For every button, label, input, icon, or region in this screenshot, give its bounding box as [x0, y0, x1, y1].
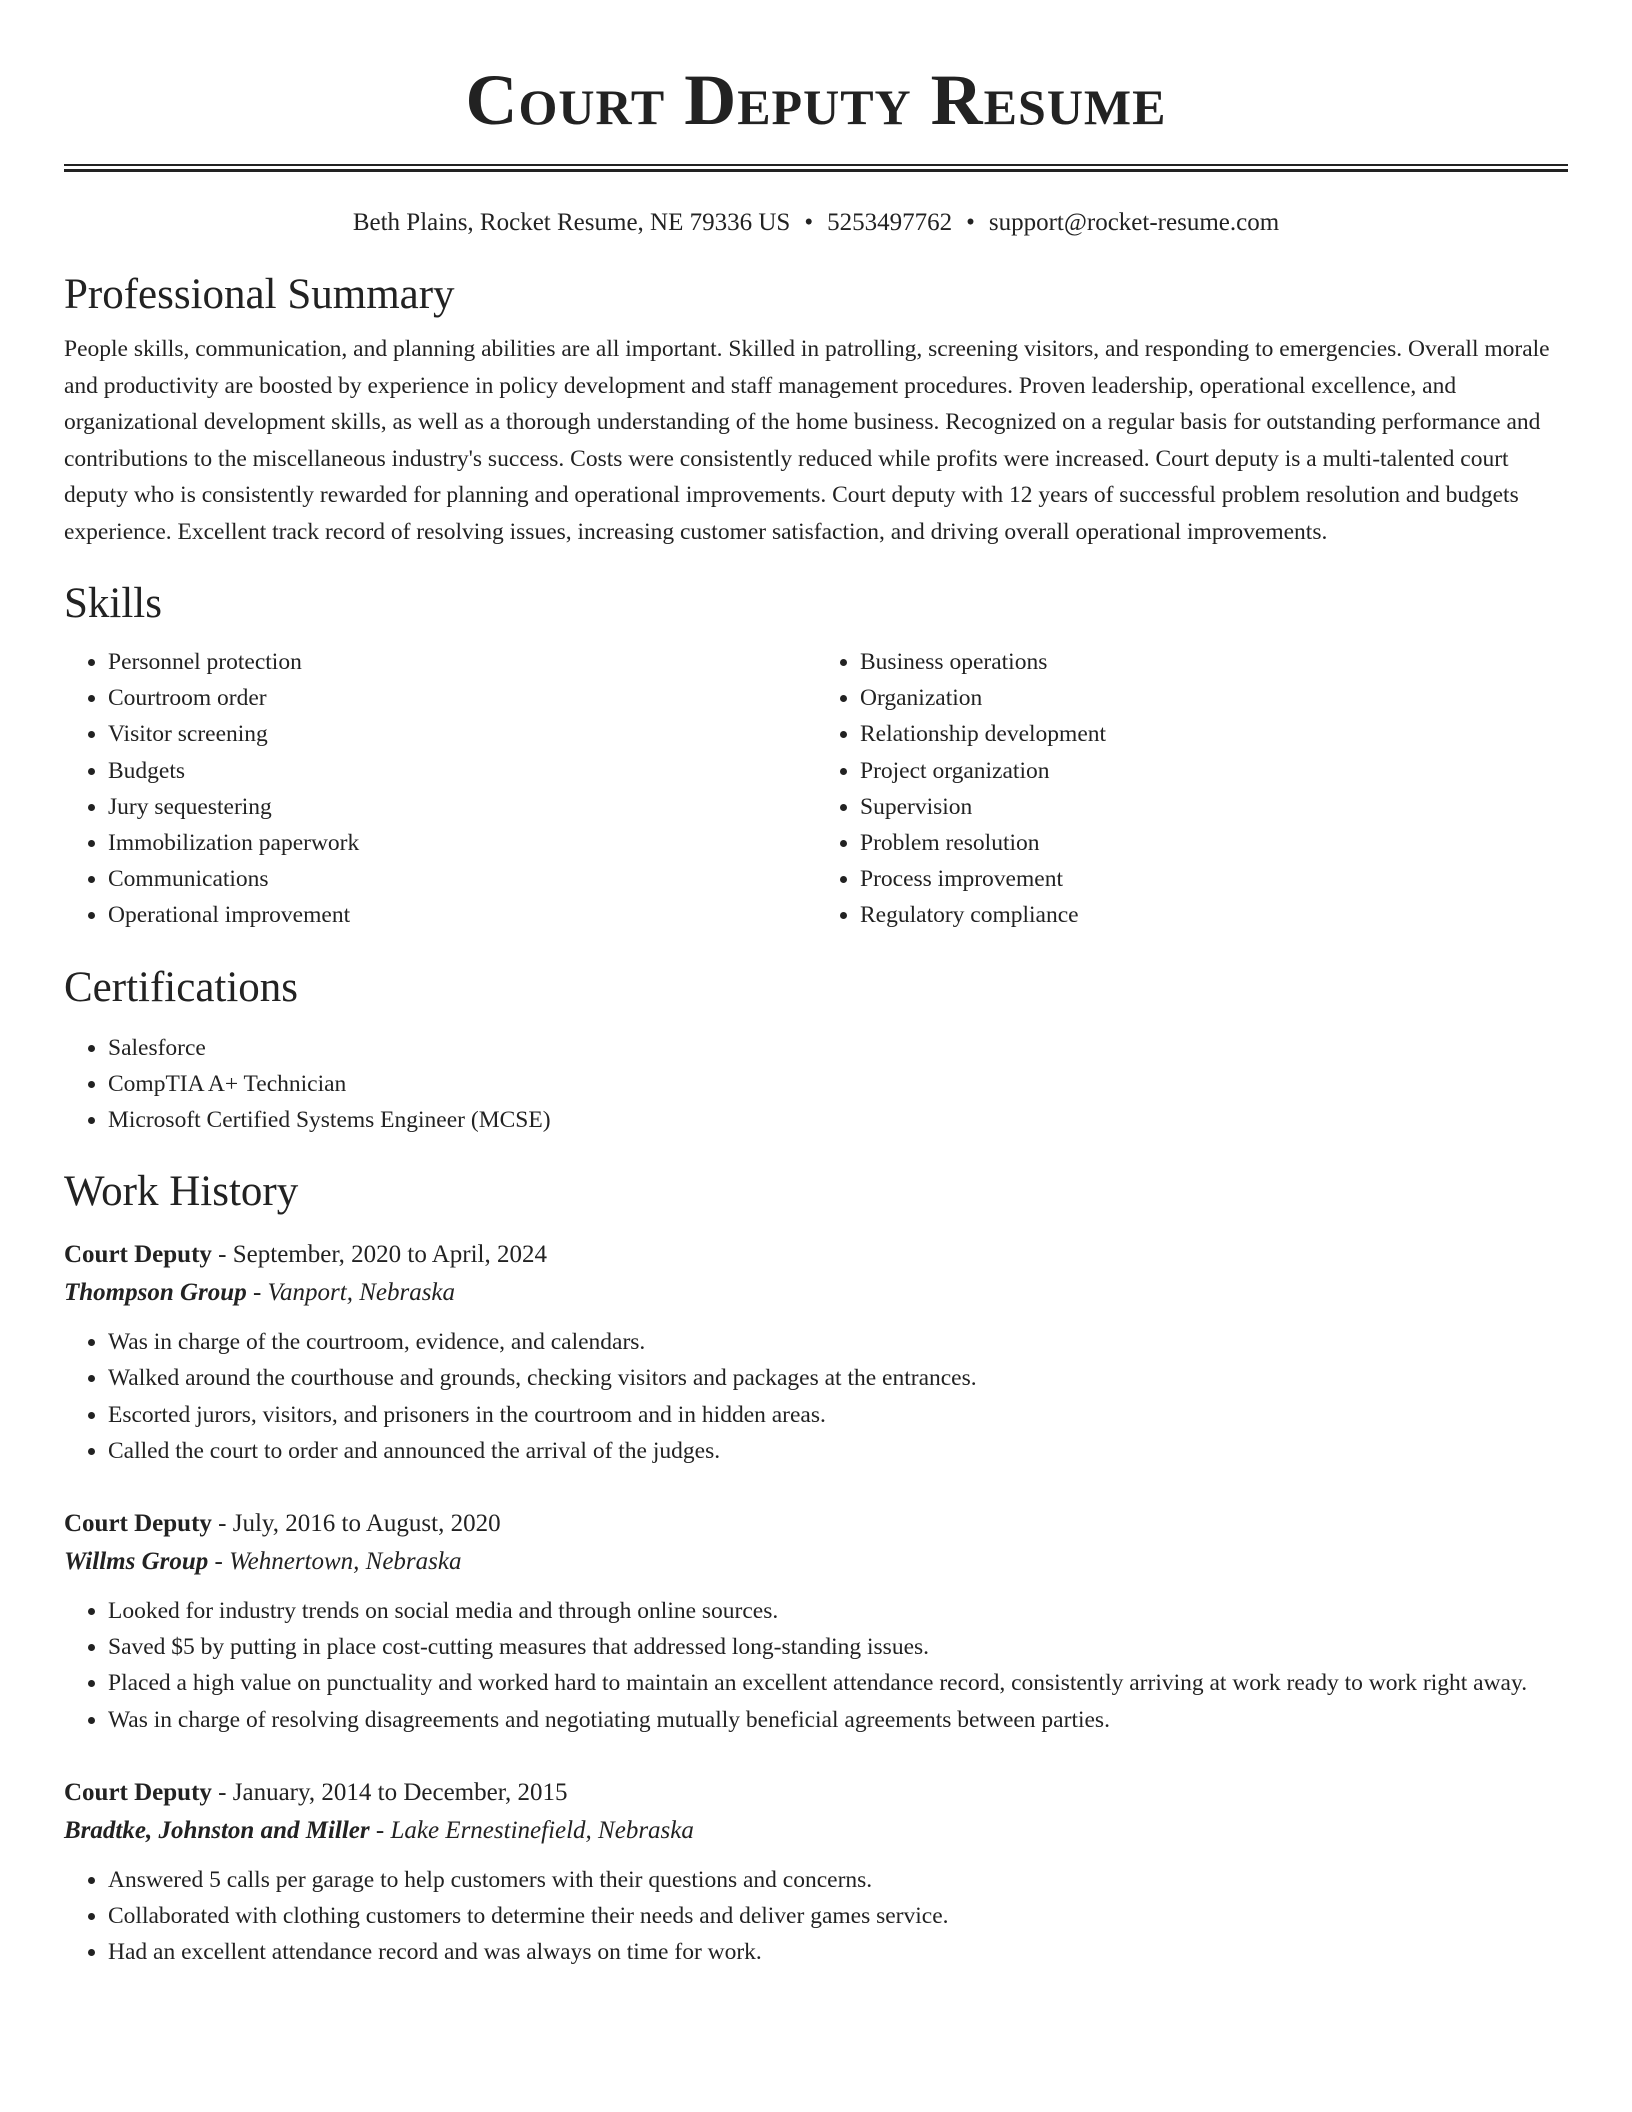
job-dates: - January, 2014 to December, 2015 — [211, 1778, 568, 1806]
job-bullet: • Was in charge of resolving disagreements and negotiating mutually beneficial agreements between parties. — [108, 1702, 1568, 1738]
skill-item: • Organization — [860, 680, 1568, 716]
resume-page — [64, 0, 1568, 1970]
job-bullets — [64, 1324, 1568, 1469]
skill-item: • Regulatory compliance — [860, 897, 1568, 933]
job-bullet: • Had an excellent attendance record and was always on time for work. — [108, 1934, 1568, 1970]
skill-item: • Process improvement — [860, 861, 1568, 897]
certifications-heading: Certifications — [64, 963, 299, 1011]
job-bullet: • Answered 5 calls per garage to help customers with their questions and concerns. — [108, 1862, 1568, 1898]
job-company: Bradtke, Johnston and Miller — [64, 1816, 370, 1844]
skills-columns — [64, 644, 1568, 934]
job-entry — [64, 1236, 1568, 1469]
job-location: - Wehnertown, Nebraska — [208, 1548, 462, 1576]
skill-item: • Supervision — [860, 789, 1568, 825]
skill-item: • Courtroom order — [108, 680, 816, 716]
job-title-line — [64, 1505, 1568, 1543]
skill-item: • Business operations — [860, 644, 1568, 680]
contact-email: support@rocket-resume.com — [988, 209, 1280, 236]
skills-left-list — [64, 644, 816, 934]
skills-right-list — [816, 644, 1568, 934]
job-bullet: • Escorted jurors, visitors, and prisoners in the courtroom and in hidden areas. — [108, 1397, 1568, 1433]
job-company: Willms Group — [64, 1548, 209, 1576]
certification-item: • Microsoft Certified Systems Engineer (MCSE) — [108, 1102, 1568, 1138]
contact-separator: • — [966, 209, 975, 236]
skill-item: • Project organization — [860, 753, 1568, 789]
job-entry — [64, 1505, 1568, 1738]
job-company: Thompson Group — [64, 1279, 247, 1307]
skill-item: • Relationship development — [860, 716, 1568, 752]
skill-item: • Immobilization paperwork — [108, 825, 816, 861]
skill-item: • Operational improvement — [108, 897, 816, 933]
skill-item: • Visitor screening — [108, 716, 816, 752]
resume-title: Court Deputy Resume — [465, 60, 1167, 140]
job-bullet: • Looked for industry trends on social media and through online sources. — [108, 1593, 1568, 1629]
summary-text: People skills, communication, and planning abilities are all important. Skilled in patrolling, screening visitors, and responding to emergencies. Overall morale and productivity are boosted by experience in policy development and staff management procedures. Proven leadership, operational excellence, and organizational development skills, as well as a thorough understanding of the home business. Recognized on a regular basis for outstanding performance and contributions to the miscellaneous industry's success. Costs were consistently reduced while profits were increased. Court deputy is a multi-talented court deputy who is consistently rewarded for planning and operational improvements. Court deputy with 12 years of successful problem resolution and budgets experience. Excellent track record of resolving issues, increasing customer satisfaction, and driving overall operational improvements. — [64, 336, 1550, 545]
job-title: Court Deputy — [64, 1510, 212, 1538]
job-title: Court Deputy — [64, 1778, 212, 1806]
job-title-line — [64, 1774, 1568, 1812]
job-company-line — [64, 1274, 1568, 1312]
job-bullets — [64, 1593, 1568, 1738]
certification-item: • Salesforce — [108, 1030, 1568, 1066]
job-bullet: • Called the court to order and announced the arrival of the judges. — [108, 1433, 1568, 1469]
title-double-rule — [64, 164, 1568, 172]
job-dates: - September, 2020 to April, 2024 — [211, 1241, 547, 1269]
job-bullet: • Saved $5 by putting in place cost-cutting measures that addressed long-standing issues. — [108, 1629, 1568, 1665]
certification-item: • CompTIA A+ Technician — [108, 1066, 1568, 1102]
summary-heading: Professional Summary — [64, 271, 455, 318]
job-bullets — [64, 1862, 1568, 1971]
job-title-line — [64, 1236, 1568, 1274]
skill-item: • Personnel protection — [108, 644, 816, 680]
certifications-list — [64, 1030, 1568, 1139]
contact-line — [64, 207, 1568, 239]
contact-address: Beth Plains, Rocket Resume, NE 79336 US — [352, 209, 791, 236]
job-location: - Lake Ernestinefield, Nebraska — [369, 1816, 694, 1844]
contact-separator: • — [804, 209, 814, 236]
skill-item: • Jury sequestering — [108, 789, 816, 825]
job-bullet: • Walked around the courthouse and grounds, checking visitors and packages at the entrances. — [108, 1360, 1568, 1396]
job-bullet: • Collaborated with clothing customers to determine their needs and deliver games service. — [108, 1898, 1568, 1934]
job-bullet: • Was in charge of the courtroom, evidence, and calendars. — [108, 1324, 1568, 1360]
skills-heading: Skills — [64, 580, 162, 627]
job-company-line — [64, 1812, 1568, 1850]
skill-item: • Budgets — [108, 753, 816, 789]
job-bullet: • Placed a high value on punctuality and worked hard to maintain an excellent attendance record, consistently arriving at work ready to work right away. — [108, 1665, 1568, 1701]
job-entry — [64, 1774, 1568, 1971]
work-history-heading: Work History — [64, 1168, 299, 1216]
job-location: - Vanport, Nebraska — [246, 1279, 456, 1307]
job-company-line — [64, 1543, 1568, 1581]
skill-item: • Problem resolution — [860, 825, 1568, 861]
job-dates: - July, 2016 to August, 2020 — [211, 1510, 501, 1538]
skill-item: • Communications — [108, 861, 816, 897]
job-title: Court Deputy — [64, 1241, 212, 1269]
contact-phone: 5253497762 — [827, 209, 953, 236]
